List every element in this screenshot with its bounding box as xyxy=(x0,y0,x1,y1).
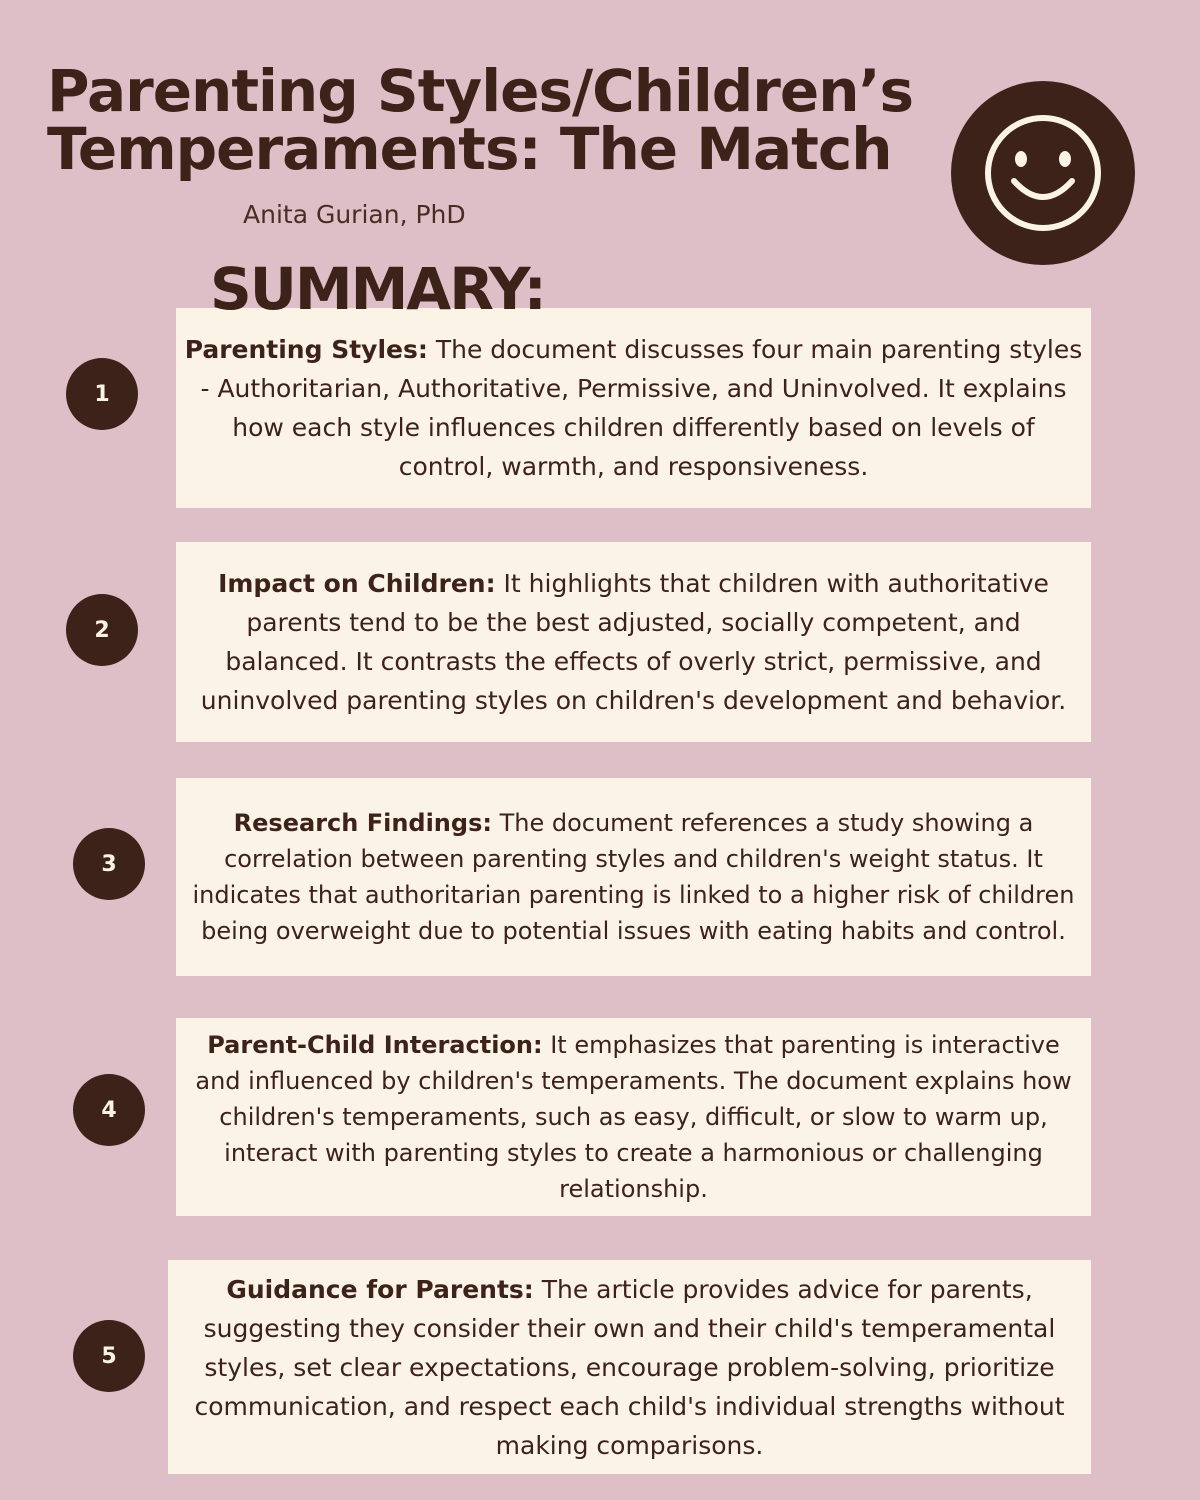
summary-card-parent-child-interaction xyxy=(176,1018,1091,1216)
step-number-4: 4 xyxy=(73,1074,145,1146)
summary-card-parenting-styles xyxy=(176,308,1091,508)
step-number-2: 2 xyxy=(66,594,138,666)
page-title xyxy=(47,57,947,183)
summary-card-impact-on-children xyxy=(176,542,1091,742)
card-text xyxy=(184,1027,1083,1207)
card-text xyxy=(184,805,1083,949)
card-text xyxy=(184,330,1083,486)
card-heading: Parent-Child Interaction: xyxy=(207,1031,543,1059)
step-number-3: 3 xyxy=(73,828,145,900)
title-line-2: Temperaments: The Match xyxy=(47,115,892,183)
summary-heading: SUMMARY: xyxy=(210,255,545,323)
card-heading: Guidance for Parents: xyxy=(226,1274,534,1304)
card-text xyxy=(176,1270,1083,1465)
card-body: It emphasizes that parenting is interactive and influenced by children's temperaments. The document explains how children's temperaments, such as easy, difficult, or slow to warm up, interact with parenting styles to create a harmonious or challenging relationship. xyxy=(195,1031,1072,1203)
card-heading: Impact on Children: xyxy=(218,569,496,598)
card-text xyxy=(184,564,1083,720)
step-number-5: 5 xyxy=(73,1320,145,1392)
card-heading: Research Findings: xyxy=(233,809,492,837)
card-body: The document discusses four main parenting styles - Authoritarian, Authoritative, Permissive, and Uninvolved. It explains how each style influences children differently based on levels of control, warmth, and responsiveness. xyxy=(200,335,1083,481)
card-body: The article provides advice for parents, suggesting they consider their own and their child's temperamental styles, set clear expectations, encourage problem-solving, prioritize communication, and respect each child's individual strengths without making comparisons. xyxy=(194,1274,1065,1460)
title-line-1: Parenting Styles/Children’s xyxy=(47,57,914,125)
smiley-face-icon xyxy=(951,81,1135,265)
card-body: The document references a study showing a correlation between parenting styles and children's weight status. It indicates that authoritarian parenting is linked to a higher risk of children being overweight due to potential issues with eating habits and control. xyxy=(192,809,1075,945)
summary-card-guidance-for-parents xyxy=(168,1260,1091,1474)
summary-card-research-findings xyxy=(176,778,1091,976)
step-number-1: 1 xyxy=(66,358,138,430)
card-body: It highlights that children with authoritative parents tend to be the best adjusted, socially competent, and balanced. It contrasts the effects of overly strict, permissive, and uninvolved parenting styles on children's development and behavior. xyxy=(200,569,1067,715)
author-name: Anita Gurian, PhD xyxy=(243,200,466,229)
card-heading: Parenting Styles: xyxy=(184,335,428,364)
